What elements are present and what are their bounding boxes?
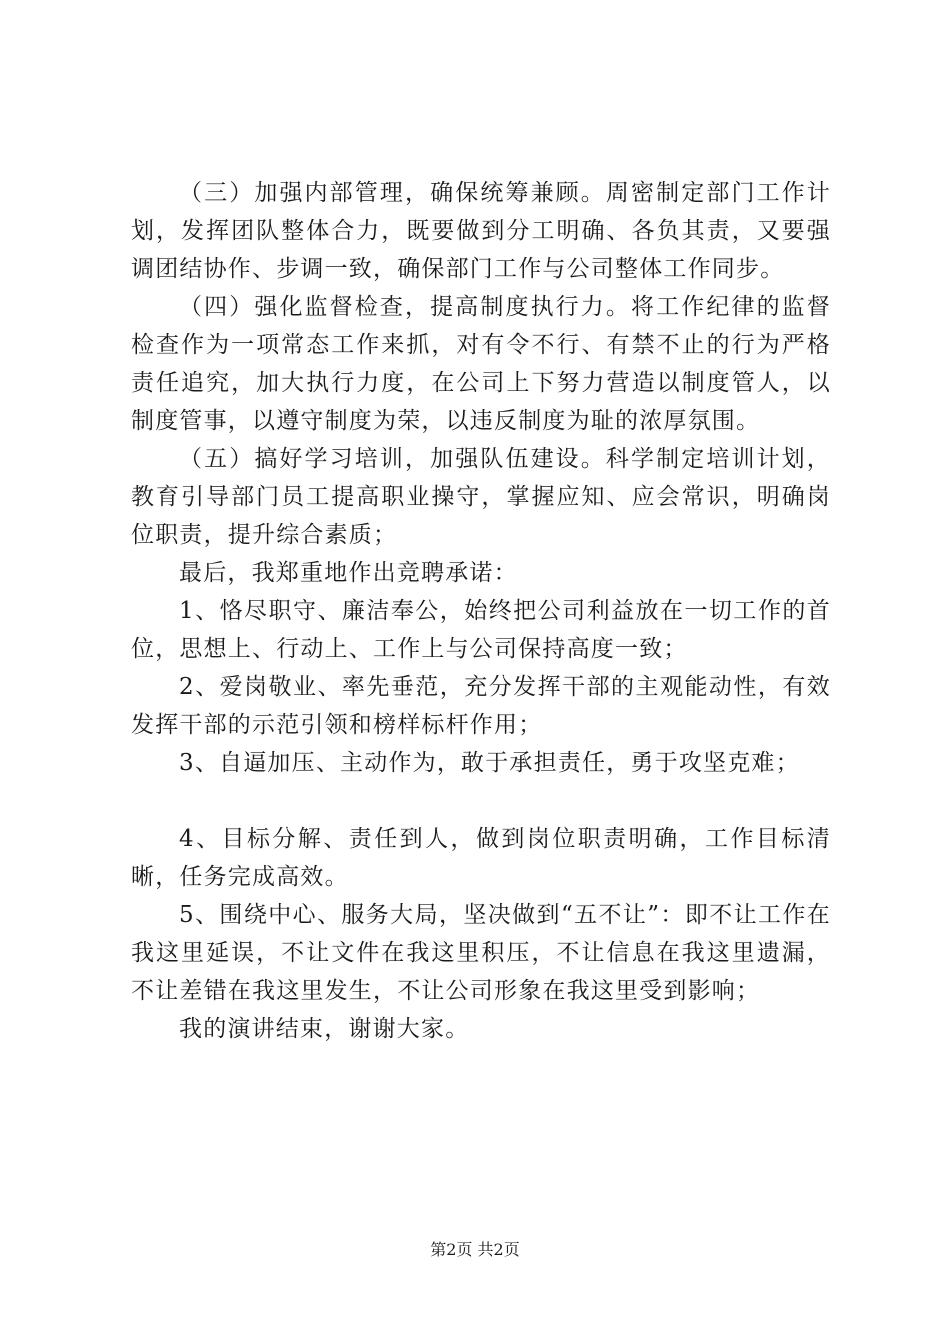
pledge-item-2: 2、爱岗敬业、率先垂范，充分发挥干部的主观能动性，有效发挥干部的示范引领和榜样标杆作用； <box>131 674 831 738</box>
pledge-item-4: 4、目标分解、责任到人，做到岗位职责明确，工作目标清晰，任务完成高效。 <box>131 826 831 890</box>
paragraph-training: （五）搞好学习培训，加强队伍建设。科学制定培训计划，教育引导部门员工提高职业操守，掌握应知、应会常识，明确岗位职责，提升综合素质； <box>131 446 831 548</box>
document-body <box>131 174 831 1048</box>
paragraph-internal-management: （三）加强内部管理，确保统筹兼顾。周密制定部门工作计划，发挥团队整体合力，既要做到分工明确、各负其责，又要强调团结协作、步调一致，确保部门工作与公司整体工作同步。 <box>131 180 831 282</box>
paragraph-supervision: （四）强化监督检查，提高制度执行力。将工作纪律的监督检查作为一项常态工作来抓，对有令不行、有禁不止的行为严格责任追究，加大执行力度，在公司上下努力营造以制度管人，以制度管事，以遵守制度为荣，以违反制度为耻的浓厚氛围。 <box>131 294 831 434</box>
paragraph-pledge-intro: 最后，我郑重地作出竞聘承诺： <box>179 560 518 586</box>
closing-paragraph: 我的演讲结束，谢谢大家。 <box>179 1016 470 1042</box>
pledge-item-5: 5、围绕中心、服务大局，坚决做到“五不让”：即不让工作在我这里延误，不让文件在我这里积压，不让信息在我这里遗漏，不让差错在我这里发生，不让公司形象在我这里受到影响； <box>131 902 831 1004</box>
pledge-item-1: 1、恪尽职守、廉洁奉公，始终把公司利益放在一切工作的首位，思想上、行动上、工作上与公司保持高度一致； <box>131 598 831 662</box>
page-number-footer: 第2页 共2页 <box>430 1240 520 1259</box>
pledge-item-3: 3、自逼加压、主动作为，敢于承担责任，勇于攻坚克难； <box>179 750 800 776</box>
